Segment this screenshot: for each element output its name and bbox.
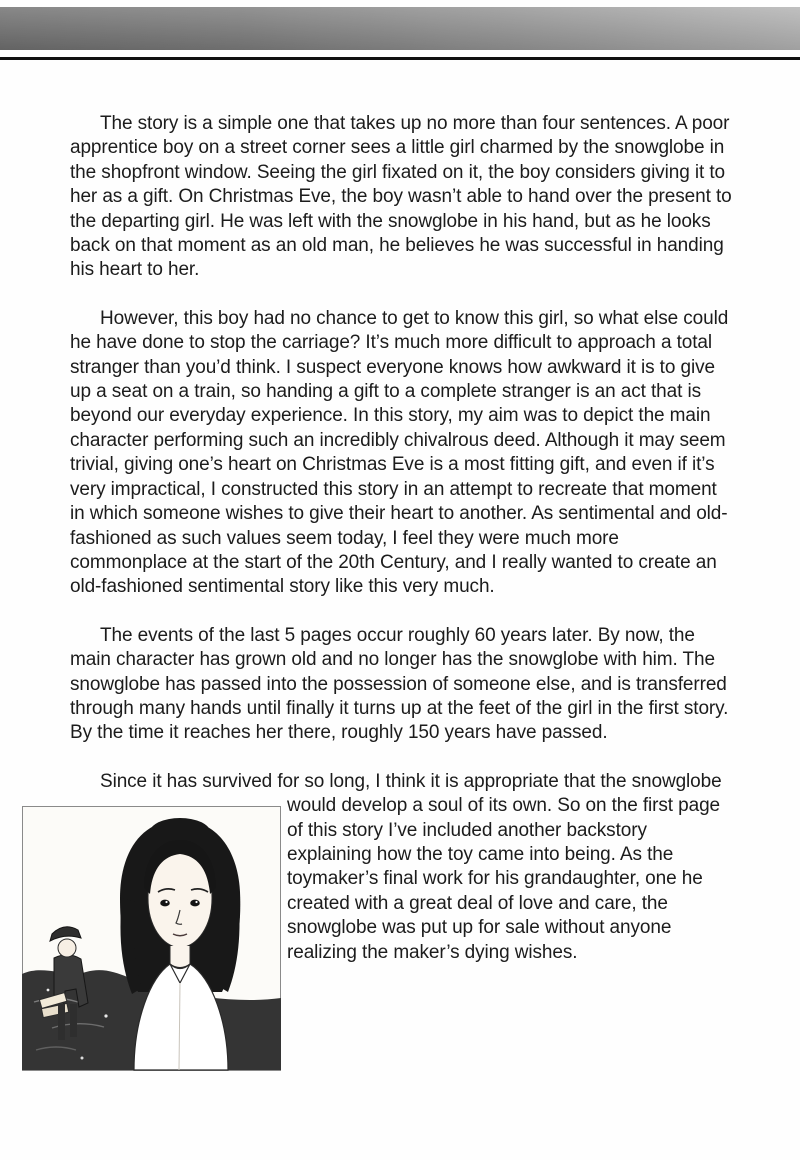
paragraph-2: However, this boy had no chance to get to know this girl, so what else could he have done to stop the carriage? It’s much more difficult to approach a total stranger than you’d think. I suspect everyone knows how awkward it is to give up a seat on a train, so handing a gift to a complete stranger is an act that is beyond our everyday experience. In this story, my aim was to depict the main character performing such an incredibly chivalrous deed. Although it may seem trivial, giving one’s heart on Christmas Eve is a most fitting gift, and even if it’s very impractical, I constructed this story in an attempt to recreate that moment in which someone wishes to give their heart to another. As sentimental and old-fashioned as such values seem today, I feel they were much more commonplace at the start of the 20th Century, and I really wanted to create an old-fashioned sentimental story like this very much. bbox=[70, 307, 729, 598]
paragraph-3: The events of the last 5 pages occur roughly 60 years later. By now, the main character has grown old and no longer has the snowglobe with him. The snowglobe has passed into the possession of someone else, and is transferred through many hands until finally it turns up at the feet of the girl in the first story. By the time it reaches her there, roughly 150 years have passed. bbox=[70, 624, 729, 744]
decorative-gradient-bar bbox=[0, 7, 800, 50]
paragraph-4-text: Since it has survived for so long, I think it is appropriate that the snowglobe would develop a soul of its own. So on the first page of this story I’ve included another backstory explaining how the toy came into being. As the toymaker’s final work for his grandaughter, one he created with a great deal of love and care, the snowglobe was put up for sale without anyone realizing the maker’s dying wishes. bbox=[100, 770, 722, 963]
woman-and-boy-illustration bbox=[22, 806, 281, 1071]
illustration-container bbox=[70, 806, 287, 1078]
horizontal-rule bbox=[0, 57, 800, 60]
afterword-text bbox=[70, 112, 732, 1078]
paragraph-4 bbox=[70, 770, 732, 965]
paragraph-1: The story is a simple one that takes up no more than four sentences. A poor apprentice boy on a street corner sees a little girl charmed by the snowglobe in the shopfront window. Seeing the girl fixated on it, the boy considers giving it to her as a gift. On Christmas Eve, the boy wasn’t able to hand over the present to the departing girl. He was left with the snowglobe in his hand, but as he looks back on that moment as an old man, he believes he was successful in handing his heart to her. bbox=[70, 113, 732, 281]
